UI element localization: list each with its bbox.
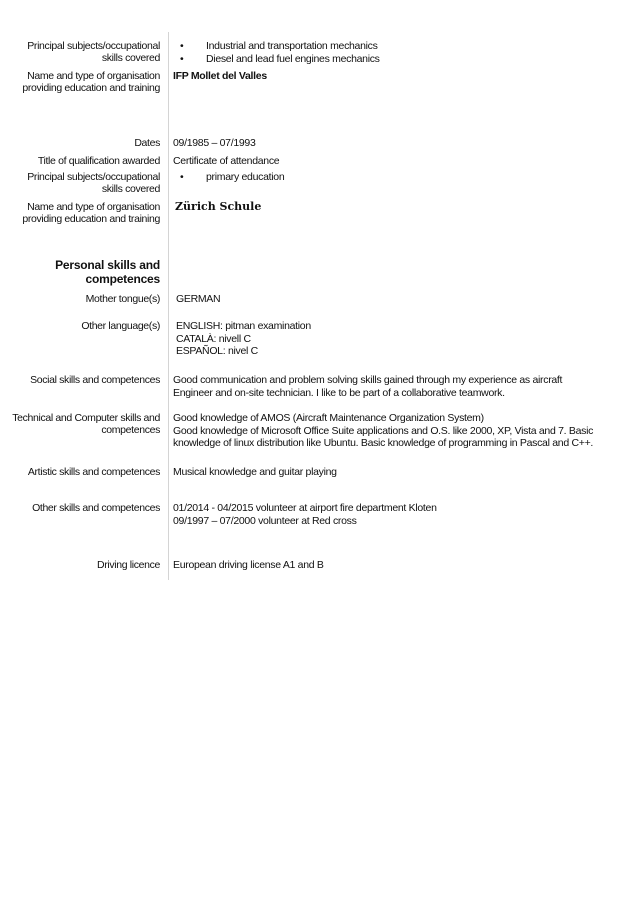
edu2-title-value: Certificate of attendance: [173, 155, 280, 167]
mother-tongue-value: GERMAN: [176, 293, 221, 305]
column-divider: [168, 32, 169, 580]
other-languages-value: [176, 320, 604, 358]
technical-line: Good knowledge of AMOS (Aircraft Maintenance Organization System): [173, 412, 484, 424]
technical-skills-label: Technical and Computer skills and competences: [12, 412, 160, 436]
language-line: CATALÀ: nivell C: [176, 332, 251, 345]
other-skills-line: 09/1997 – 07/2000 volunteer at Red cross: [173, 514, 357, 527]
edu2-subjects-label: Principal subjects/occupational skills covered: [27, 171, 160, 195]
other-languages-label: Other language(s): [81, 320, 160, 332]
edu2-title-label: Title of qualification awarded: [37, 155, 160, 167]
personal-skills-heading: Personal skills and competences: [55, 258, 160, 286]
driving-licence-value: European driving license A1 and B: [173, 559, 324, 571]
artistic-skills-label: Artistic skills and competences: [27, 466, 160, 478]
artistic-skills-value: Musical knowledge and guitar playing: [173, 466, 337, 478]
mother-tongue-label: Mother tongue(s): [85, 293, 160, 305]
list-item: • primary education: [180, 171, 285, 183]
driving-licence-label: Driving licence: [96, 559, 160, 571]
edu2-org-value: Zürich Schule: [175, 200, 262, 213]
list-item: • Industrial and transportation mechanics: [180, 40, 378, 52]
edu1-subjects-label: Principal subjects/occupational skills covered: [27, 40, 160, 64]
edu2-dates-label: Dates: [134, 137, 160, 149]
bullet-icon: •: [180, 40, 184, 52]
bullet-icon: •: [180, 52, 184, 65]
social-skills-value: Good communication and problem solving skills gained through my experience as aircraft Engineer and on-site technician. I like to be part of a collaborative teamwork.: [173, 374, 563, 399]
edu1-subjects-value: [173, 40, 601, 65]
edu1-org-value: IFP Mollet del Valles: [173, 70, 267, 82]
other-skills-value: [173, 502, 601, 527]
edu2-subjects-value: [173, 171, 601, 184]
edu2-org-label: Name and type of organisation providing education and training: [22, 201, 160, 225]
other-skills-line: 01/2014 - 04/2015 volunteer at airport fire department Kloten: [173, 502, 437, 514]
edu1-org-label: Name and type of organisation providing education and training: [22, 70, 160, 94]
social-skills-label: Social skills and competences: [30, 374, 160, 386]
other-skills-label: Other skills and competences: [32, 502, 160, 514]
language-line: ESPAÑOL: nivel C: [176, 345, 258, 357]
edu2-dates-value: 09/1985 – 07/1993: [173, 137, 256, 149]
list-item: • Diesel and lead fuel engines mechanics: [180, 52, 380, 65]
technical-line: Good knowledge of Microsoft Office Suite applications and O.S. like 2000, XP, Vista and 7. Basic knowledge of linux distribution like Ubuntu. Basic knowledge of programming in Pascal and C++.: [173, 424, 594, 449]
technical-skills-value: [173, 412, 601, 450]
bullet-icon: •: [180, 171, 184, 183]
language-line: ENGLISH: pitman examination: [176, 320, 311, 332]
